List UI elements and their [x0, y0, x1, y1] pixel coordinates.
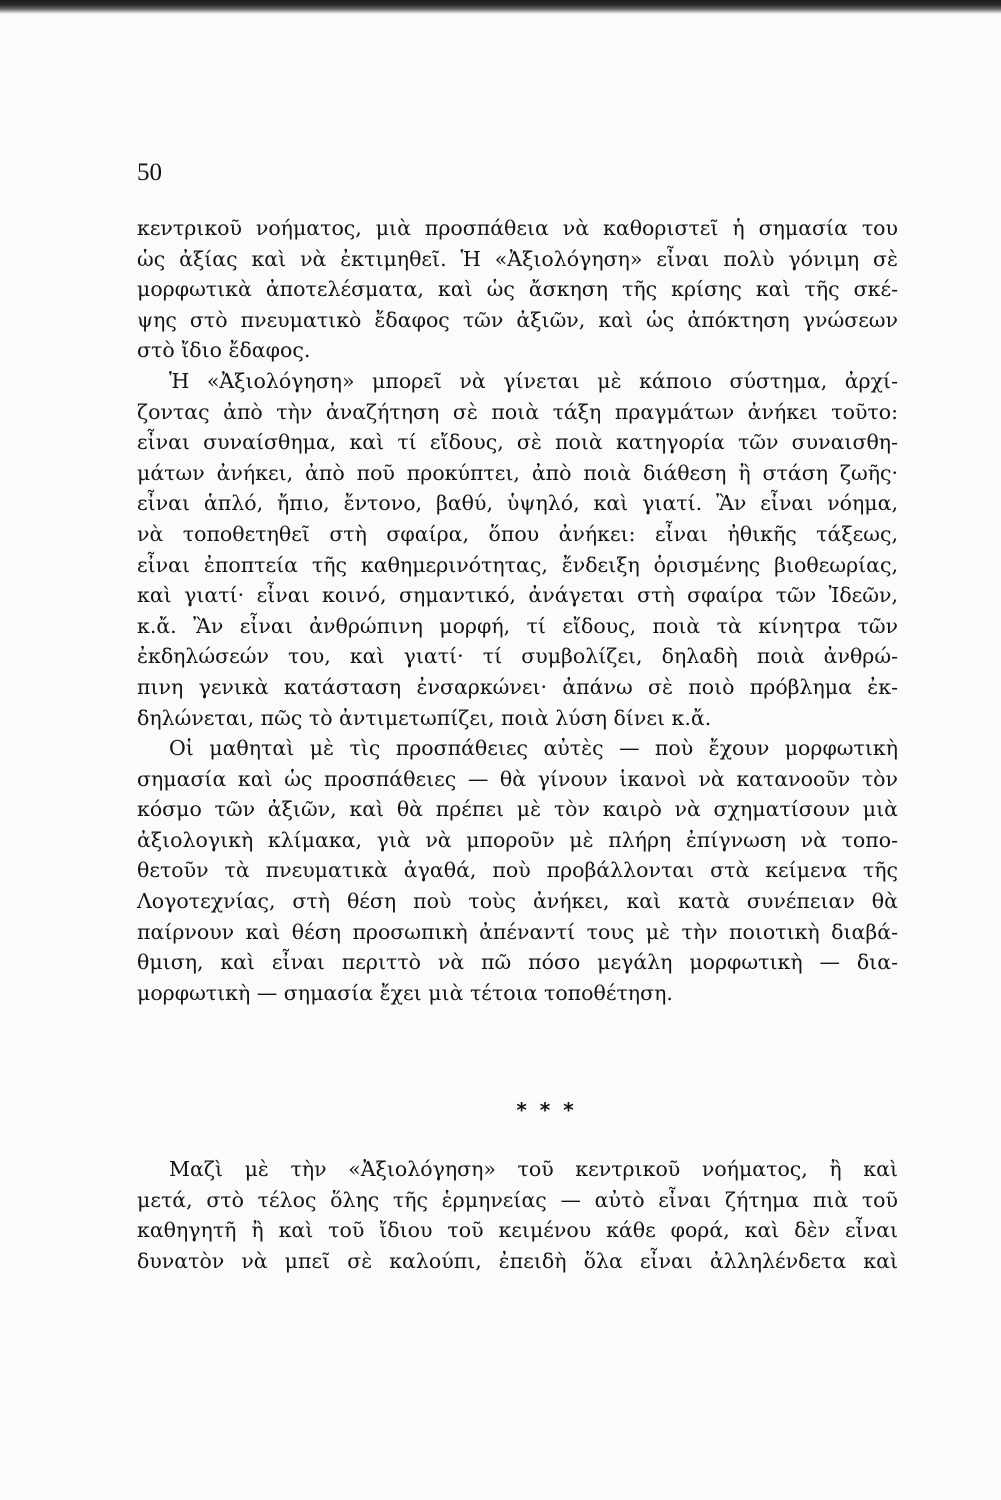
- text-line: εἶναι ἁπλό, ἤπιο, ἔντονο, βαθύ, ὑψηλό, καὶ γιατί. Ἂν εἶναι νόημα,: [137, 491, 898, 516]
- text-line: κόσμο τῶν ἀξιῶν, καὶ θὰ πρέπει μὲ τὸν καιρὸ νὰ σχηματίσουν μιὰ: [137, 797, 898, 822]
- text-line: κεντρικοῦ νοήματος, μιὰ προσπάθεια νὰ καθοριστεῖ ἡ σημασία του: [137, 216, 898, 240]
- text-line: εἶναι συναίσθημα, καὶ τί εἴδους, σὲ ποιὰ κατηγορία τῶν συναισθη-: [137, 430, 898, 455]
- text-line: μάτων ἀνήκει, ἀπὸ ποῦ προκύπτει, ἀπὸ ποιὰ διάθεση ἢ στάση ζωῆς·: [137, 460, 898, 485]
- scan-top-edge: [0, 0, 1001, 14]
- text-line: ὡς ἀξίας καὶ νὰ ἐκτιμηθεῖ. Ἡ «Ἀξιολόγηση» εἶναι πολὺ γόνιμη σὲ: [137, 246, 898, 271]
- text-line: πινη γενικὰ κατάσταση ἐνσαρκώνει· ἀπάνω σὲ ποιὸ πρόβλημα ἐκ-: [137, 674, 898, 699]
- text-line: νὰ τοποθετηθεῖ στὴ σφαίρα, ὅπου ἀνήκει: εἶναι ἠθικῆς τάξεως,: [137, 521, 898, 546]
- text-line: εἶναι ἐποπτεία τῆς καθημερινότητας, ἔνδειξη ὁρισμένης βιοθεωρίας,: [137, 552, 898, 577]
- text-line: Μαζὶ μὲ τὴν «Ἀξιολόγηση» τοῦ κεντρικοῦ νοήματος, ἢ καὶ: [169, 1157, 898, 1181]
- text-line: ψης στὸ πνευματικὸ ἔδαφος τῶν ἀξιῶν, καὶ ὡς ἀπόκτηση γνώσεων: [137, 307, 898, 332]
- text-line: καὶ γιατί· εἶναι κοινό, σημαντικό, ἀνάγεται στὴ σφαίρα τῶν Ἰδεῶν,: [137, 583, 898, 608]
- section-separator: * * *: [516, 1098, 577, 1122]
- text-line: θμιση, καὶ εἶναι περιττὸ νὰ πῶ πόσο μεγάλη μορφωτικὴ — δια-: [137, 950, 898, 975]
- text-line: θετοῦν τὰ πνευματικὰ ἀγαθά, ποὺ προβάλλονται στὰ κείμενα τῆς: [137, 858, 898, 883]
- text-line: κ.ἄ. Ἂν εἶναι ἀνθρώπινη μορφή, τί εἴδους, ποιὰ τὰ κίνητρα τῶν: [137, 613, 898, 638]
- text-line: ἐκδηλώσεών του, καὶ γιατί· τί συμβολίζει, δηλαδὴ ποιὰ ἀνθρώ-: [137, 644, 898, 669]
- text-line: μορφωτικὴ — σημασία ἔχει μιὰ τέτοια τοποθέτηση.: [137, 980, 673, 1005]
- text-line: ἀξιολογικὴ κλίμακα, γιὰ νὰ μποροῦν μὲ πλήρη ἐπίγνωση νὰ τοπο-: [137, 827, 898, 852]
- text-line: Λογοτεχνίας, στὴ θέση ποὺ τοὺς ἀνήκει, καὶ κατὰ συνέπειαν θὰ: [137, 889, 898, 914]
- text-line: ζοντας ἀπὸ τὴν ἀναζήτηση σὲ ποιὰ τάξη πραγμάτων ἀνήκει τοῦτο:: [137, 399, 898, 424]
- text-line: σημασία καὶ ὡς προσπάθειες — θὰ γίνουν ἱκανοὶ νὰ κατανοοῦν τὸν: [137, 766, 898, 791]
- text-line: στὸ ἴδιο ἔδαφος.: [137, 338, 311, 363]
- main-text-block: [137, 213, 898, 1008]
- text-line: Ἡ «Ἀξιολόγηση» μπορεῖ νὰ γίνεται μὲ κάποιο σύστημα, ἀρχί-: [169, 368, 898, 393]
- text-line: Οἱ μαθηταὶ μὲ τὶς προσπάθειες αὐτὲς — ποὺ ἔχουν μορφωτικὴ: [169, 736, 898, 761]
- text-line: καθηγητῆ ἢ καὶ τοῦ ἴδιου τοῦ κειμένου κάθε φορά, καὶ δὲν εἶναι: [137, 1218, 898, 1243]
- text-line: μετά, στὸ τέλος ὅλης τῆς ἑρμηνείας — αὐτὸ εἶναι ζήτημα πιὰ τοῦ: [137, 1187, 898, 1212]
- text-line: δηλώνεται, πῶς τὸ ἀντιμετωπίζει, ποιὰ λύση δίνει κ.ἄ.: [137, 705, 712, 730]
- text-line: μορφωτικὰ ἀποτελέσματα, καὶ ὡς ἄσκηση τῆς κρίσης καὶ τῆς σκέ-: [137, 277, 898, 302]
- text-line: δυνατὸν νὰ μπεῖ σὲ καλούπι, ἐπειδὴ ὅλα εἶναι ἀλληλένδετα καὶ: [137, 1248, 898, 1273]
- second-text-block: [137, 1154, 898, 1276]
- text-line: παίρνουν καὶ θέση προσωπικὴ ἀπέναντί τους μὲ τὴν ποιοτικὴ διαβά-: [137, 919, 898, 944]
- page-number: 50: [137, 159, 162, 186]
